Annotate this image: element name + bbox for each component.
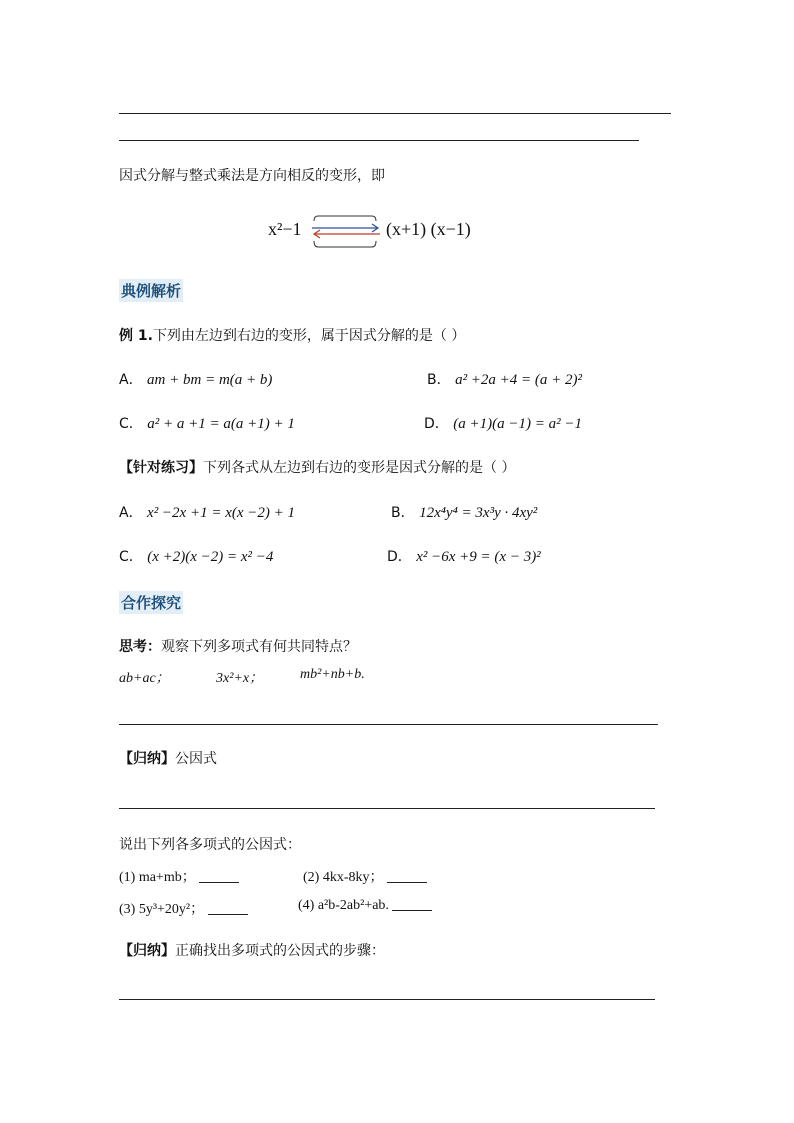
example-1-option-d	[424, 413, 582, 433]
section-heading-examples: 典例解析	[119, 279, 183, 302]
exercise-item-1	[119, 866, 239, 886]
option-text: (x +2)(x −2) = x² −4	[147, 549, 274, 565]
answer-line-1	[119, 724, 658, 725]
formula-right-text: (x+1) (x−1)	[386, 219, 471, 239]
think-expr-1: ab+ac；	[119, 671, 170, 686]
summary-2	[119, 940, 385, 960]
think-expr-2: 3x²+x；	[216, 671, 264, 686]
option-text: a² +2a +4 = (a + 2)²	[455, 372, 583, 388]
intro-text: 因式分解与整式乘法是方向相反的变形，即	[119, 168, 385, 184]
option-letter: B．	[427, 372, 451, 388]
practice-label: 【针对练习】	[119, 460, 203, 476]
summary-1-text: 公因式	[175, 751, 217, 767]
option-text: 12x⁴y⁴ = 3x³y · 4xy²	[419, 505, 538, 521]
exercise-item-text: (4) a²b-2ab²+ab.	[298, 898, 389, 913]
practice-option-b	[391, 502, 537, 522]
option-letter: A．	[119, 372, 143, 388]
answer-line-2	[119, 808, 655, 809]
top-rule-1	[119, 113, 671, 114]
example-1-question	[119, 325, 465, 345]
option-letter: C．	[119, 549, 143, 565]
section-heading-cooperative: 合作探究	[119, 591, 183, 614]
option-letter: D．	[424, 416, 449, 432]
think-expr-3: mb²+nb+b.	[300, 667, 365, 682]
exercise-item-text: (2) 4kx-8ky；	[303, 870, 384, 885]
option-letter: B．	[391, 505, 415, 521]
summary-2-text: 正确找出多项式的公因式的步骤：	[175, 943, 385, 959]
exercise-prompt: 说出下列各多项式的公因式：	[119, 837, 301, 853]
practice-option-a	[119, 502, 295, 522]
practice-question	[119, 457, 515, 477]
option-letter: C．	[119, 416, 143, 432]
think-question	[119, 636, 357, 656]
formula-left-text: x²−1	[268, 219, 302, 239]
formula-right	[386, 219, 471, 240]
exercise-item-text: (3) 5y³+20y²；	[119, 902, 205, 917]
answer-blank[interactable]	[208, 902, 248, 915]
example-1-text: 下列由左边到右边的变形，属于因式分解的是（ ）	[152, 328, 466, 344]
example-1-option-c	[119, 413, 295, 433]
exercise-item-text: (1) ma+mb；	[119, 870, 196, 885]
double-arrow-icon	[308, 213, 384, 251]
practice-text: 下列各式从左边到右边的变形是因式分解的是（ ）	[203, 460, 516, 476]
summary-1-label: 【归纳】	[119, 751, 175, 767]
top-rule-2	[119, 140, 639, 141]
think-text: 观察下列多项式有何共同特点？	[161, 639, 357, 655]
exercise-item-3	[119, 898, 248, 918]
option-text: x² −2x +1 = x(x −2) + 1	[147, 505, 296, 521]
option-text: am + bm = m(a + b)	[147, 372, 273, 388]
example-1-label: 例 1.	[119, 328, 153, 344]
exercise-item-4	[298, 898, 432, 914]
answer-blank[interactable]	[392, 898, 432, 911]
summary-2-label: 【归纳】	[119, 943, 175, 959]
practice-option-d	[387, 546, 541, 566]
answer-line-3	[119, 999, 655, 1000]
exercise-item-2	[303, 866, 427, 886]
option-letter: A．	[119, 505, 143, 521]
summary-1	[119, 748, 217, 768]
option-letter: D．	[387, 549, 412, 565]
formula-left	[268, 219, 302, 240]
practice-option-c	[119, 546, 273, 566]
option-text: (a +1)(a −1) = a² −1	[453, 416, 582, 432]
answer-blank[interactable]	[387, 870, 427, 883]
think-label: 思考：	[119, 639, 161, 655]
option-text: x² −6x +9 = (x − 3)²	[416, 549, 541, 565]
option-text: a² + a +1 = a(a +1) + 1	[147, 416, 295, 432]
answer-blank[interactable]	[199, 870, 239, 883]
example-1-option-b	[427, 369, 582, 389]
example-1-option-a	[119, 369, 272, 389]
